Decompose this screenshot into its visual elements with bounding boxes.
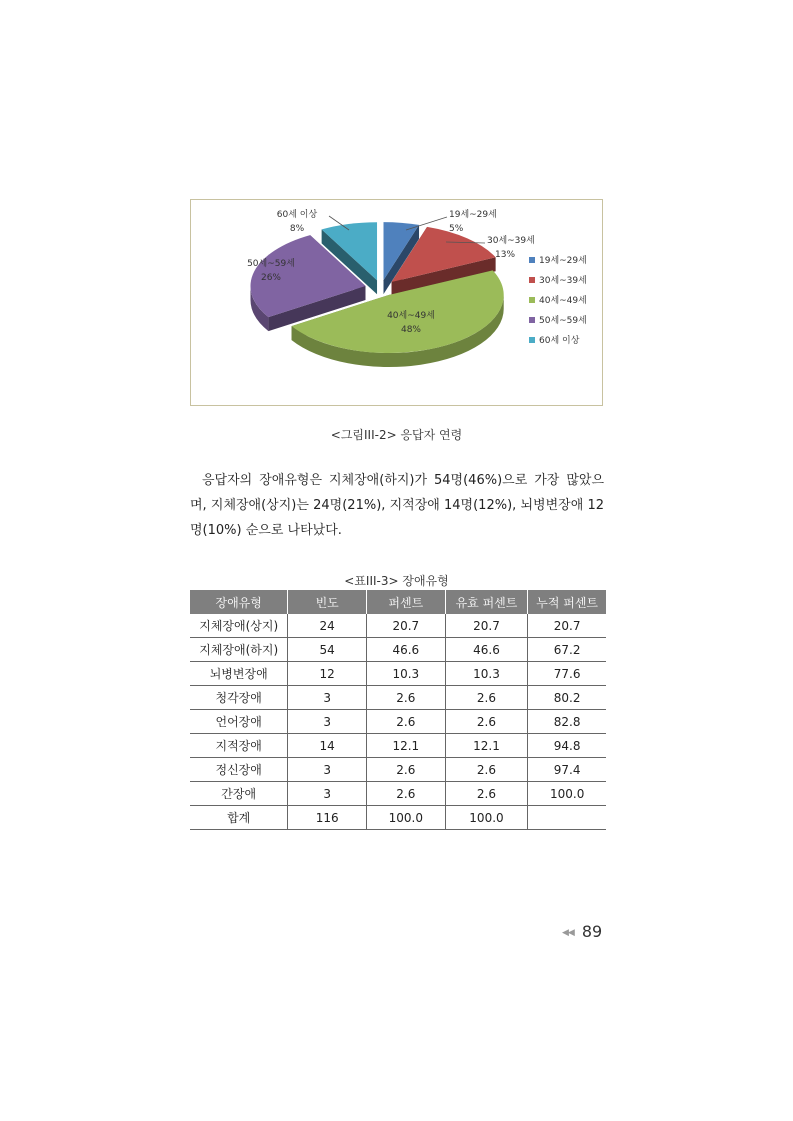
data-label-value: 8% xyxy=(289,224,305,234)
table-cell: 97.4 xyxy=(528,758,606,782)
table-cell: 24 xyxy=(288,614,367,638)
legend-entry: 30세~39세 xyxy=(539,276,587,286)
table-row xyxy=(190,662,606,686)
legend-entry: 40세~49세 xyxy=(539,296,587,306)
page-arrows-icon: ◀◀ xyxy=(562,927,574,938)
table-cell: 2.6 xyxy=(366,782,445,806)
data-label-value: 48% xyxy=(400,325,422,335)
header-percent: 퍼센트 xyxy=(366,590,445,614)
figure-caption: <그림III-2> 응답자 연령 xyxy=(330,428,463,442)
table-row xyxy=(190,710,606,734)
data-label-name: 40세~49세 xyxy=(387,311,435,321)
legend-swatch xyxy=(529,277,535,283)
table-cell: 지체장애(하지) xyxy=(190,638,288,662)
data-label-name: 60세 이상 xyxy=(276,210,318,220)
page-number-text: 89 xyxy=(581,922,603,941)
table-row xyxy=(190,758,606,782)
page-number xyxy=(562,922,602,941)
table-cell: 54 xyxy=(288,638,367,662)
table-cell: 77.6 xyxy=(528,662,606,686)
legend-entry: 60세 이상 xyxy=(539,336,580,346)
table-cell: 3 xyxy=(288,710,367,734)
table-row xyxy=(190,614,606,638)
data-label-value: 13% xyxy=(495,250,516,260)
header-type: 장애유형 xyxy=(190,590,288,614)
table-cell: 67.2 xyxy=(528,638,606,662)
table-cell: 14 xyxy=(288,734,367,758)
table-cell: 20.7 xyxy=(528,614,606,638)
table-cell xyxy=(528,806,606,830)
table-cell: 20.7 xyxy=(366,614,445,638)
table-cell: 3 xyxy=(288,686,367,710)
table-cell: 2.6 xyxy=(445,758,528,782)
table-cell: 청각장애 xyxy=(190,686,288,710)
table-cell: 10.3 xyxy=(445,662,528,686)
legend-swatch xyxy=(529,337,535,343)
age-pie-chart xyxy=(190,199,603,406)
legend-swatch xyxy=(529,257,535,263)
table-cell: 46.6 xyxy=(445,638,528,662)
table-header-row xyxy=(190,590,606,614)
table-caption: <표III-3> 장애유형 xyxy=(344,574,449,588)
table-cell: 간장애 xyxy=(190,782,288,806)
table-cell: 뇌병변장애 xyxy=(190,662,288,686)
data-label-value: 26% xyxy=(260,273,282,283)
table-row xyxy=(190,686,606,710)
table-cell: 지적장애 xyxy=(190,734,288,758)
table-cell: 46.6 xyxy=(366,638,445,662)
table-cell: 100.0 xyxy=(528,782,606,806)
table-cell: 2.6 xyxy=(366,710,445,734)
legend-swatch xyxy=(529,297,535,303)
data-label-name: 30세~39세 xyxy=(487,236,535,246)
table-row xyxy=(190,782,606,806)
table-cell: 언어장애 xyxy=(190,710,288,734)
header-cumulative-percent: 누적 퍼센트 xyxy=(528,590,606,614)
table-cell: 80.2 xyxy=(528,686,606,710)
table-cell: 3 xyxy=(288,758,367,782)
table-cell: 2.6 xyxy=(366,686,445,710)
body-paragraph xyxy=(190,468,604,543)
table-row xyxy=(190,638,606,662)
table-cell: 3 xyxy=(288,782,367,806)
table-row xyxy=(190,806,606,830)
table-cell: 합계 xyxy=(190,806,288,830)
data-label-value: 5% xyxy=(449,224,464,234)
table-cell: 12.1 xyxy=(366,734,445,758)
table-cell: 12 xyxy=(288,662,367,686)
table-cell: 82.8 xyxy=(528,710,606,734)
table-cell: 10.3 xyxy=(366,662,445,686)
table-cell: 12.1 xyxy=(445,734,528,758)
header-valid-percent: 유효 퍼센트 xyxy=(445,590,528,614)
table-cell: 20.7 xyxy=(445,614,528,638)
table-cell: 지체장애(상지) xyxy=(190,614,288,638)
legend-entry: 19세~29세 xyxy=(539,256,587,266)
legend-swatch xyxy=(529,317,535,323)
table-cell: 116 xyxy=(288,806,367,830)
legend-entry: 50세~59세 xyxy=(539,316,587,326)
data-label-name: 19세~29세 xyxy=(449,210,497,220)
paragraph-text: 응답자의 장애유형은 지체장애(하지)가 54명(46%)으로 가장 많았으며, 지체장애(상지)는 24명(21%), 지적장애 14명(12%), 뇌병변장애 12명(10%) 순으로 나타났다. xyxy=(190,473,604,538)
table-cell: 2.6 xyxy=(366,758,445,782)
table-cell: 2.6 xyxy=(445,782,528,806)
disability-type-table xyxy=(190,590,606,830)
table-cell: 100.0 xyxy=(366,806,445,830)
table-cell: 2.6 xyxy=(445,710,528,734)
table-cell: 94.8 xyxy=(528,734,606,758)
table-cell: 2.6 xyxy=(445,686,528,710)
table-cell: 정신장애 xyxy=(190,758,288,782)
header-frequency: 빈도 xyxy=(288,590,367,614)
data-label-name: 50세~59세 xyxy=(247,259,295,269)
table-row xyxy=(190,734,606,758)
table-cell: 100.0 xyxy=(445,806,528,830)
pie-chart-svg xyxy=(191,200,602,405)
